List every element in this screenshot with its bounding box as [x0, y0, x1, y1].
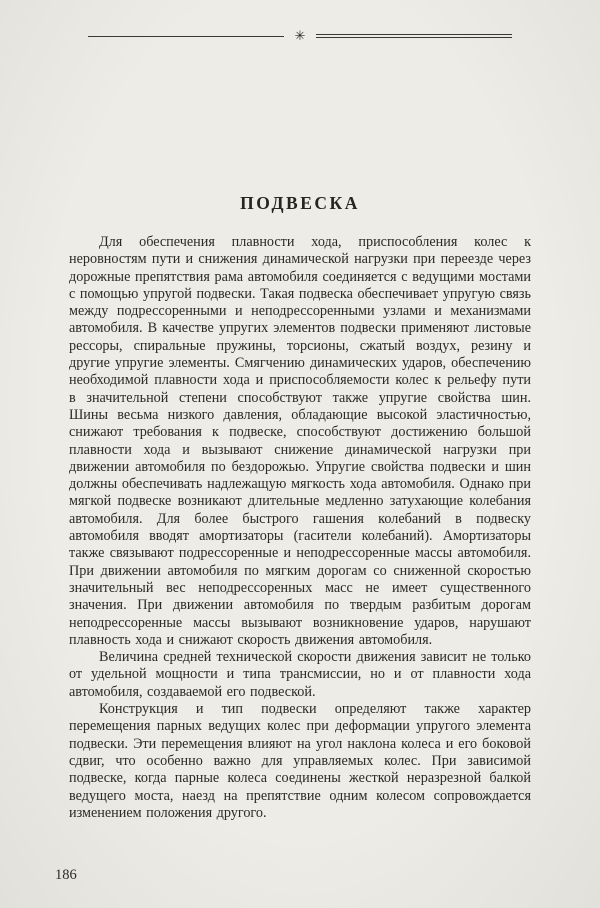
page-number: 186: [55, 867, 77, 883]
paragraph: Величина средней технической скорости движения зависит не только от удельной мощности и типа трансмиссии, но и от плавности хода автомобиля, создаваемой его подвеской.: [69, 649, 531, 700]
header-ornament: [88, 28, 512, 43]
paragraph: Конструкция и тип подвески определяют также характер перемещения парных ведущих колес при деформации упругого элемента подвески. Эти перемещения влияют на угол наклона колеса и его боковой сдвиг, что особенно важно для управляемых колес. При зависимой подвеске, когда парные колеса соединены жесткой неразрезной балкой ведущего моста, наезд на препятствие одним колесом сопровождается изменением положения другого.: [69, 701, 531, 821]
text-block: [69, 234, 531, 822]
chapter-title: ПОДВЕСКА: [240, 193, 360, 213]
asterisk-ornament-icon: ✳: [294, 28, 306, 43]
paragraph: Для обеспечения плавности хода, приспособления колес к неровностям пути и снижения динамической нагрузки при переезде через дорожные препятствия рама автомобиля соединяется с ведущими мостами с помощью упругой подвески. Такая подвеска обеспечивает упругую связь между подрессоренными и неподрессоренными узлами и механизмами автомобиля. В качестве упругих элементов подвески применяют листовые рессоры, спиральные пружины, торсионы, сжатый воздух, резину и другие упругие элементы. Смягчению динамических ударов, обеспечению необходимой плавности хода и приспособляемости колес к рельефу пути в значительной степени способствуют также упругие свойства шин. Шины весьма низкого давления, обладающие высокой эластичностью, снижают требования к подвеске, способствуют достижению большой плавности хода и вызывают снижение динамической нагрузки при движении автомобиля по бездорожью. Упругие свойства подвески и шин должны обеспечивать надлежащую мягкость хода автомобиля. Однако при мягкой подвеске возникают длительные медленно затухающие колебания автомобиля. Для более быстрого гашения колебаний в подвеску автомобиля вводят амортизаторы (гасители колебаний). Амортизаторы также связывают подрессоренные и неподрессоренные массы автомобиля. При движении автомобиля по мягким дорогам со сниженной скоростью значительный вес неподрессоренных масс не имеет существенного значения. При движении автомобиля по твердым разбитым дорогам неподрессоренные массы вызывают возникновение ударов, нарушают плавность хода и снижают скорость движения автомобиля.: [69, 234, 531, 648]
ornament-left-rule: [88, 36, 284, 37]
ornament-right-double-rule: [316, 34, 512, 38]
